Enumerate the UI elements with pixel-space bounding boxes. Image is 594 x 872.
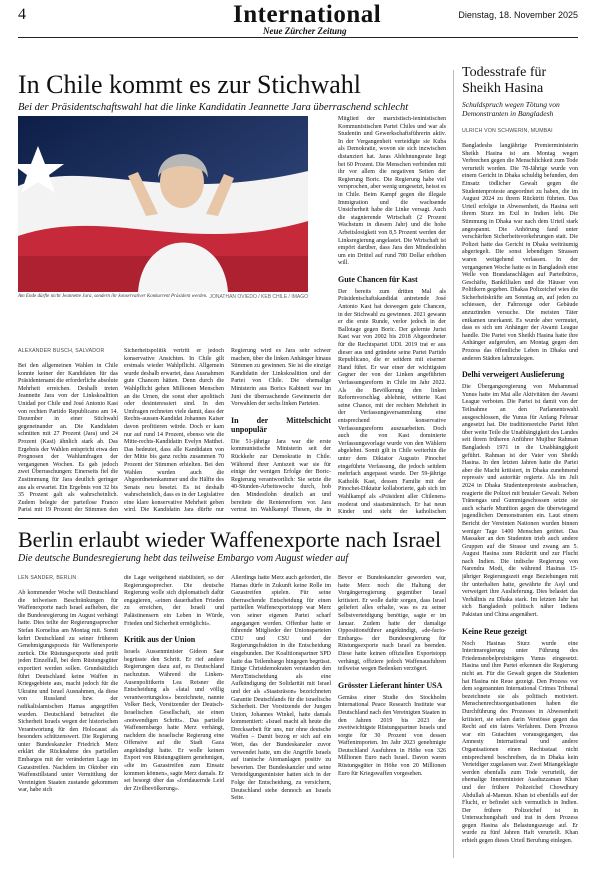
israel-body-4b: Gemäss einer Studie des Stockholm International Peace Research Institute war Deutschland nach den Vereinigten Staaten in den Jahren 2019 bis 2023 der zweitwichtigste Rüstungspartner Israels und sorgte für 30 Prozent von dessen Waffenimporten. Im Jahr 2023 genehmigte Deutschland Ausfuhren in Höhe von 326 Millionen Euro nach Israel. Davon waren Rüstungsgüter in Höhe von 20 Millionen Euro für Kriegswaffen vorgesehen.	[338, 694, 446, 777]
chile-headline: In Chile kommt es zur Stichwahl	[18, 70, 362, 99]
chile-body-4: Mitglied der marxistisch-leninistischen Kommunistischen Partei Chiles und war als Studentin und Gewerkschaftsführerin aktiv. In der Vergangenheit verteidigte sie Kuba als Demokratie, wovon sie sich inzwischen distanziert hat. Jaras Ablehnungsrate liegt bei 60 Prozent. Die Menschen verbinden mit ihr vor allem die negativen Seiten der Regierung Boric. Die Regierung habe viel versprochen, aber wenig umgesetzt, heisst es in Chile. Beim Kampf gegen die illegale Immigration und die wachsende Unsicherheit habe die Linke versagt. Auch die stagnierende Wirtschaft (2 Prozent Wachstum in diesem Jahr) und die hohe Arbeitslosigkeit von 8,5 Prozent werden der Linksregierung angelastet. Die Wirtschaft ist empört darüber, dass Jara den Mindestlohn um ein Drittel auf rund 780 Dollar erhöhen will.	[338, 116, 446, 267]
hasina-body-2: Die Übergangsregierung von Muhammad Yunus hatte im Mai alle Aktivitäten der Awami League verboten. Die Partei ist damit von der Teilnahme an den Parlamentswahl ausgeschlossen, die Yunus für Anfang Februar angesetzt hat. Die traditionsreiche Partei führt über weite Teile die Unabhängigkeit des Landes seit ihrem früheren Anführer Mujibur Rahman Bangladesh 1971 in die Unabhängigkeit geführt. Rahman ist der Vater von Sheikh Hasina. In den letzten Jahren hatte die Partei aber die Macht kritisiert, in Dhaka zunehmend repressiv und autoritär regierte. Als im Juli 2024 in Dhaka Studentenproteste ausbrachen, reagierte die Polizei mit brutaler Gewalt. Neben Tränengas und Gummigeschossen setzte sie auch scharfe Munition gegen die überwiegend jugendlichen Demonstranten ein. Laut einem Bericht der Vereinten Nationen wurden binnen weniger Tage 1400 Menschen getötet. Das Massaker an den Studenten trieb auch andere Gruppen auf die Strasse und zwang am 5. August Hasina zum Rücktritt und zur Flucht nach Indien. Die indische Regierung von Narendra Modi, die während Hasinas 15-jähriger Regierungszeit enge Beziehungen mit ihr unterhalten hatte, gewährte ihr Asyl und verweigert ihre Auslieferung. Dies belastet das Verhältnis zu Dhaka stark. Im letzten Jahr hat sich Bangladesh politisch näher Indiens Pakistan und China angenähert.	[462, 384, 578, 619]
column-divider	[453, 70, 454, 858]
candidate-flag-photo	[18, 116, 308, 292]
israel-body-2: die Lage weitgehend stabilisiert, so der Regierungssprecher. Die deutsche Regierung wolle sich diplomatisch dafür engagieren, «einen dauerhaften Frieden zu erreichen, der Israeli und Palästinensern ein Leben in Würde, Frieden und Sicherheit ermöglicht».	[124, 575, 224, 627]
chile-body-4b: Der bereits zum dritten Mal als Präsidentschaftskandidat antretende José Antonio Kast hat deswegen gute Chancen, in der Stichwahl zu gewinnen. 2021 gewann er die erste Runde, verlor jedoch in der Ballotage gegen Boric. Der gelernte Jurist Kast war von 2002 bis 2018 Abgeordneter für die Rechtspartei UDI. 2019 trat er aus dieser aus und gründete seine Partei Partido Republicano, die er seitdem mit eiserner Hand führt. Er war einer der wichtigsten Gegner der von der Linken angeführten Verfassungsreform in Chile im Jahr 2022. Als die Bevölkerung den linken Reformvorschlag ablehnte, witterte Kast seine Chance, mit der rechten Mehrheit in der Verfassungsversammlung eine entsprechend konservative Verfassungsreform auszuarbeiten. Doch auch die von Kast dominierte Verfassungsvorlage wurde von den Wählern abgelehnt. Somit gilt in Chile weiterhin die unter dem Diktator Augusto Pinochet eingeführte Verfassung, die jedoch seitdem mehrfach angepasst wurde. Der 59-jährige Katholik Kast, dessen Familie mit der Pinochet-Diktatur kollaborierte, gab sich im Wahlkampf als «Präsident aller Chilenen» moderat und staatsmännisch. Er hat neun Kinder und steht der katholischen	[338, 288, 446, 514]
photo-credit: JONATHAN OVIEDO / KEB CHILE / IMAGO	[209, 294, 308, 300]
israel-body-3: Allerdings hatte Merz auch gefordert, die Hamas dürfe in Zukunft keine Rolle im Gazastreifen spielen. Für seine überraschende Entscheidung für einen partiellen Waffenexportstopp war Merz von seiner eigenen Partei scharf angegangen worden. Offenbar hatte er führende Mitglieder der Unionsparteien CDU und CSU und der Regierungsfraktion in die Entscheidung eingebunden. Der Koalitionspartner SPD hatte das Teilembargo hingegen begrüsst. Einige Christdemokraten verstanden den Merz'Entscheidung als eine Aufkündigung der Solidarität mit Israel und der als «Staatsräson» bezeichneten Garantie Deutschlands für die israelische Sicherheit. Der Vorsitzende der Jungen Union, Johannes Winkel, hatte damals kommentiert: «Israel macht alt heute die Drecksarbeit für uns, nur ohne deutsche Waffen – Damit bezog er sich auf ein Wort, das der Bundeskanzler zuvor verwendet hatte, um die Angriffe Israels auf iranische Atomanlagen positiv zu bewerten. Der Bundeskanzler und seine Verteidigungsminister hatten sich in der Folge der Entscheidung, zu versichern, Deutschland stehe dennoch an Israels Seite.	[231, 575, 331, 802]
chile-deck: Bei der Präsidentschaftswahl hat die linke Kandidatin Jeannette Jara überraschend schlecht	[18, 102, 409, 113]
israel-subhead-union: Kritik aus der Union	[124, 635, 196, 645]
chile-col-1	[18, 348, 118, 513]
caption-text: Am Ende dürfte nicht Jeannette Jara, sondern ihr konservativer Konkurrent Präsident werden.	[18, 294, 208, 299]
israel-body-2b: Israels Aussenminister Gideon Saar begrüsste den Schritt. Er rief andere Regierungen dazu auf, es Deutschland nachzutun. Während die Linken-Ausenpolitikerin Lea Reisner die Entscheidung als «fatal und völlig verantwortungslos» bezeichnete, nannte Volker Beck, Vorsitzender der Deutsch-Israelischen Gesellschaft, sie einen «notwendigen Schritt». Das partielle Waffenembargo hatte Merz verhängt, nachdem die israelische Regierung eine Offensive auf die Stadt Gaza angekündigt hatte. Er wolle keinen Export von Rüstungsgütern genehmigen, «die im Gazastreifen zum Einsatz kommen können», sagte Merz damals. Er sei besorgt über das «fortdauernde Leid der Zivilbevölkerung».	[124, 649, 224, 792]
hasina-byline: ULRICH VON SCHWERIN, MUMBAI	[462, 128, 553, 134]
hasina-headline: Todesstrafe für Sheikh Hasina	[462, 65, 547, 96]
chile-body-1: Bei den allgemeinen Wahlen in Chile konnte keiner der Kandidaten für das Präsidentenamt die erforderliche absolute Mehrheit erreichen. Deshalb treten Jeannette Jara von der Linkskoalition Unidad por Chile und José Antonio Kast von rechten Partido Republicano am 14. Dezember in einer Stichwahl gegeneinander an. Die Kandidaten schnitten mit 27 Prozent (Jara) und 24 Prozent (Kast) ähnlich stark ab. Das Ergebnis der Wahlen entspricht etwa den Prognosen der Wahlumfragen der vergangenen Wochen. Es gab jedoch zwei Überraschungen: Einerseits fiel die Zustimmung für Jara deutlich geringer aus als erwartet. Ein Ergebnis von 32 bis 35 Prozent galt als wahrscheinlich. Zudem belegte der parteilose Franco Parisi mit 19 Prozent der Stimmen den	[18, 363, 118, 513]
chile-body-3b: Die 51-jährige Jara war die erste kommunistische Ministerin seit der Rückkehr zur Demokratie in Chile. Während ihrer Amtszeit war sie für einige der wenigen Erfolge der Boric-Regierung verantwortlich: Sie setzte die 40-Stunden-Arbeitswoche durch, hob den Mindestlohn deutlich an und bereitete die Rentenreform vor. Jara vertrat im Wahlkampf Thesen, die in	[231, 438, 331, 513]
newspaper-masthead: Neue Zürcher Zeitung	[263, 26, 347, 36]
hasina-subhead-delhi: Delhi verweigert Auslieferung	[462, 370, 565, 380]
page-number: 4	[18, 6, 26, 23]
israel-col-3	[231, 575, 331, 858]
israel-col-4	[338, 575, 446, 858]
chile-col-4	[338, 116, 446, 514]
hasina-body-1: Bangladeshs langjährige Premierministerin Sheikh Hasina ist am Montag wegen Verbrechen gegen die Menschlichkeit zum Tode verurteilt worden. Die 78-Jährige wurde von einem Gericht in Dhaka schuldig befunden, den Einsatz tödlicher Gewalt gegen die Studentenproteste angeordnet zu haben, die im August 2024 zu ihrem Rücktritt führten. Das Urteil erfolgte in Abwesenheit, da Hasina seit ihrem Sturz im Exil in Indien lebt. Die Stimmung in Dhaka war nach dem Urteil stark angespannt. Die Anhörung fand unter verschärften Sicherheitsvorkehrungen statt. Die Polizei hatte das Gericht in Dhaka weiträumig abgeriegelt. Die sonst lebendigen Strassen waren weitgehend verlassen. In der vergangenen Woche hatte es in Bangladesh eine Welle von Brandanschlägen auf Parteibüros, Geschäfte, Bankfilialen und die Häuser von Politikern gegeben. Dhakas Polizeichef wies die Sicherheitskräfte am Sonntag an, auf jeden zu schiessen, der Fahrzeuge oder Gebäude anzuzünden versuche. Die meisten Täter entkamen unerkannt. Es wurde aber vermutet, dass es sich um Anhänger der Awami League handle. Die Partei von Sheikh Hasina hatte ihre Anhänger aufgerufen, am Montag gegen den Prozess das öffentliche Leben in Dhaka und anderen Städten lahmzulegen.	[462, 143, 578, 362]
chile-col-2	[124, 348, 224, 513]
israel-byline: LEN SANDER, BERLIN	[18, 575, 77, 581]
israel-col-1	[18, 575, 118, 858]
israel-body-4: Bevor er Bundeskanzler geworden war, hatte Merz noch die Haltung der Vorgängerregierung gegenüber Israel kritisiert. Er wolle dafür sorgen, dass Israel geliefert alles erhalte, was es zu seiner Selbstverteidigung benötige, sagte er im Januar. Zudem hatte der damalige Oppositionsführer angekündigt, «de-facto-Embargo» der Bundesregierung für Rüstungsexporte nach Israel zu beenden. Diese hatte keinen offiziellen Exportstopp verhängt, offiziere jedoch Waffenausfuhren teilweise wegen Bedenken verzögert.	[338, 575, 446, 673]
chile-photo	[18, 116, 308, 292]
israel-body-1: Ab kommender Woche will Deutschland die teilweisen Beschränkungen für Waffenexporte nach Israel aufheben, die die Bundesregierung im August verhängt hatte. Dies teilte der Regierungssprecher Stefan Kornelius am Montag mit. Somit kehrt Deutschland zu seiner früheren Genehmigungspraxis für Waffenexporte zurück. Die Rüstungsexporte sind prüft jeden Einzelfall, bei dem Rüstungsgüter exportiert werden sollen. Grundsätzlich führt Deutschland keine Waffen in Kriegsgebiete aus, macht jedoch für die Ukraine und Israel Ausnahmen, da diese von Russland bzw. der radikalislamischen Hamas angegriffen wurden. Deutschland betrachtet die Sicherheit Israels wegen der historischen Verantwortung für den Holocaust als besonders schützenswert. Die Regierung unter Bundeskanzler Friedrich Merz erklärt die Rücknahme des partiellen Embargos mit der veränderten Lage im Gazastreifen. Nachdem im Oktober ein Waffenstillstand unter Vermittlung der Vereinigten Staaten zustande gekommen war, habe sich	[18, 590, 118, 794]
section-divider	[18, 518, 446, 519]
hasina-subhead-reue: Keine Reue gezeigt	[462, 626, 527, 636]
issue-date: Dienstag, 18. November 2025	[458, 10, 578, 20]
page-header	[18, 2, 578, 38]
hasina-body-3: Noch Hasinas Sturz wurde eine Interimsregierung unter Führung des Friedensnobelpreisträgers Yunus eingesetzt. Hasina und ihre Partei erkennen die Regierung nicht an. Für die Gewalt gegen die Studenten hat Hasina nie Reue gezeigt. Den Prozess vor dem sogenannten International Crimes Tribunal bezeichnete sie als politisch motiviert. Menschenrechtsorganisationen haben die Durchführung des Prozesses in Abwesenheit kritisiert, sie sehen darin Verstösse gegen das Recht auf ein faires Verfahren. Dem Prozess war ein Gutachten vorausgegangen, das Amnesty International und andere Organisationen einen Rechtsstaat nicht entsprechend beschreiben, da in Dhaka kein Verteidiger zugelassen war. Zwei Mitangeklagte werden ebenfalls zum Tode verurteilt, der ehemalige Innenminister Asaduzzaman Khan und der frühere Polizeichef Chowdhury Abdullah al-Mamun. Khan ist ebenfalls auf der Flucht, er befindet sich vermutlich in Indien. Der frühere Polizeichef ist in Untersuchungshaft und trat in dem Prozess gegen Hasina als Belastungszeuge auf. Er wurde zu fünf Jahren Haft verurteilt. Khan erhielt gegen dieses Urteil Berufung einlegen.	[462, 640, 578, 845]
photo-caption	[18, 294, 308, 300]
chile-byline: ALEXANDER BUSCH, SALVADOR	[18, 348, 105, 354]
chile-subhead-kast: Gute Chancen für Kast	[338, 274, 418, 284]
chile-subhead-middle-class: In der Mittelschicht unpopulär	[231, 415, 331, 434]
section-title: International	[233, 1, 382, 28]
hasina-deck: Schuldspruch wegen Tötung von Demonstranten in Bangladesh	[462, 100, 560, 118]
israel-col-2	[124, 575, 224, 858]
chile-body-2: Sicherheitspolitik vertritt er jedoch konservative Ansichten. In Chile gilt erstmals wieder Wahlpflicht. Allgemein wurde deshalb erwartet, dass Ausnahmen gute Chancen hätten. Denn durch die Wahlpflicht gehen Millionen Menschen an die Urnen, die sonst eher apolitisch oder desinteressiert sind. In den Umfragen rechneten viele damit, dass der Rechts-aussen-Kandidat Johannes Kaiser davon profitieren würde. Doch er kam nur auf rund 14 Prozent, ebenso wie die Mitte-rechts-Kandidatin Evelyn Matthei. Das bedeutet, dass alle Kandidaten von der Mitte bis ganz rechts zusammen 70 Prozent der Stimmen erhielten. Bei den Wahlen wurden auch die Abgeordnetenkammer und die Hälfte des Senats neu besetzt. Es ist deshalb wahrscheinlich, dass es in der Legislative eine klare konservative Mehrheit geben wird. Die Kandidatin Jara dürfte nur	[124, 348, 224, 513]
israel-subhead-supplier: Grösster Lieferant hinter USA	[338, 680, 443, 690]
chile-body-3: Regierung wird es Jara sehr schwer machen, über die linken Anhänger hinaus Stimmen zu gewinnen. Sie ist die einzige Kandidatin der Linkskoalition und der Partei von Chile. Die ehemalige Ministerin aus Borics Kabinett war im Juni die überraschende Gewinnerin der Vorwahlen der sechs linken Parteien.	[231, 348, 331, 408]
israel-deck: Die deutsche Bundesregierung hebt das teilweise Embargo vom August wieder auf	[18, 553, 349, 564]
israel-headline: Berlin erlaubt wieder Waffenexporte nach Israel	[18, 527, 442, 552]
hasina-article	[462, 128, 578, 858]
chile-col-3	[231, 348, 331, 513]
